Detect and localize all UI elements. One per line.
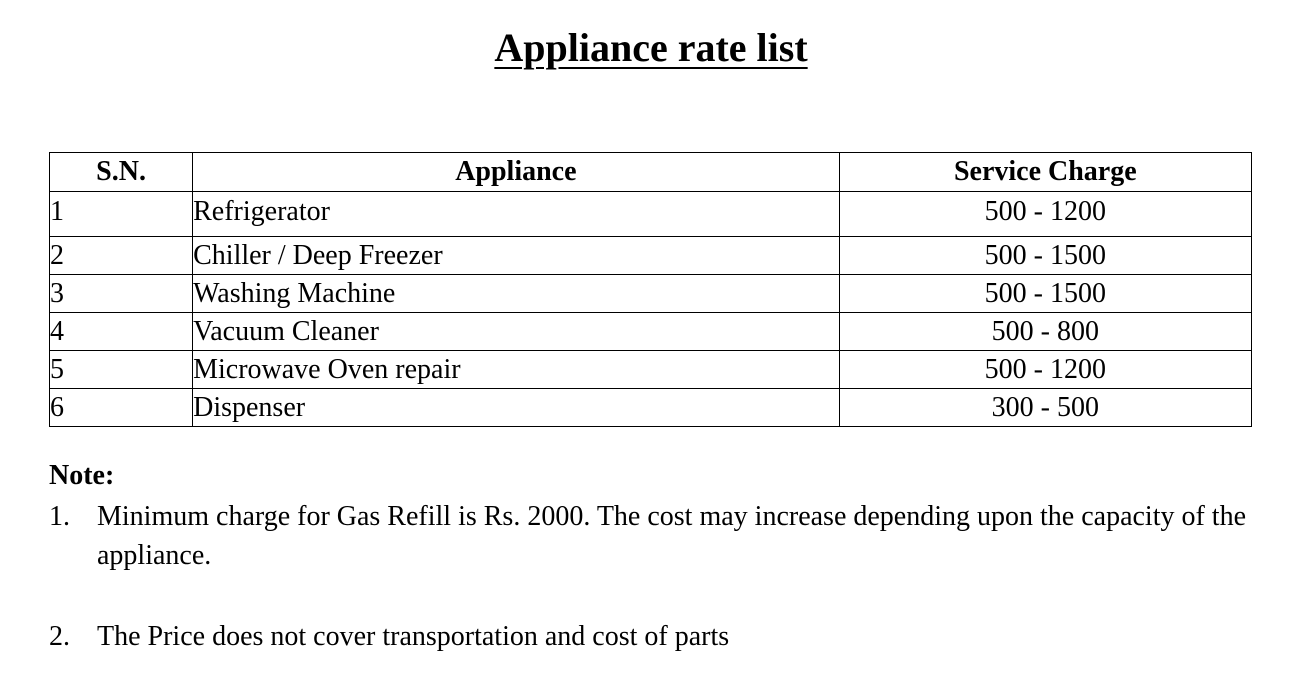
row-sn: 2 — [50, 237, 193, 275]
header-sn: S.N. — [50, 153, 193, 192]
row-charge: 500 - 1200 — [839, 351, 1251, 389]
rate-table — [49, 152, 1252, 427]
row-charge: 500 - 800 — [839, 313, 1251, 351]
row-charge: 300 - 500 — [839, 389, 1251, 427]
note-number: 2. — [49, 621, 70, 652]
row-appliance: Vacuum Cleaner — [193, 313, 840, 351]
row-sn: 4 — [50, 313, 193, 351]
table-row — [50, 275, 1252, 313]
table-row — [50, 389, 1252, 427]
table-header-row — [50, 153, 1252, 192]
table-row — [50, 192, 1252, 237]
row-sn: 1 — [50, 192, 193, 237]
page-title-text: Appliance rate list — [494, 25, 808, 70]
row-charge: 500 - 1500 — [839, 275, 1251, 313]
row-appliance: Dispenser — [193, 389, 840, 427]
page-title — [0, 24, 1297, 71]
table-row — [50, 313, 1252, 351]
note-number: 1. — [49, 501, 70, 532]
note-item — [49, 497, 1269, 577]
table-row — [50, 351, 1252, 389]
header-service-charge: Service Charge — [839, 153, 1251, 192]
row-appliance: Refrigerator — [193, 192, 840, 237]
row-sn: 5 — [50, 351, 193, 389]
row-sn: 3 — [50, 275, 193, 313]
row-appliance: Washing Machine — [193, 275, 840, 313]
note-item — [49, 617, 1269, 657]
note-text: The Price does not cover transportation and cost of parts — [97, 621, 730, 652]
header-appliance: Appliance — [193, 153, 840, 192]
row-sn: 6 — [50, 389, 193, 427]
row-charge: 500 - 1200 — [839, 192, 1251, 237]
note-text: Minimum charge for Gas Refill is Rs. 2000. The cost may increase depending upon the capacity of the appliance. — [97, 501, 1247, 571]
row-appliance: Microwave Oven repair — [193, 351, 840, 389]
notes-heading: Note: — [49, 460, 115, 491]
table-row — [50, 237, 1252, 275]
row-appliance: Chiller / Deep Freezer — [193, 237, 840, 275]
row-charge: 500 - 1500 — [839, 237, 1251, 275]
